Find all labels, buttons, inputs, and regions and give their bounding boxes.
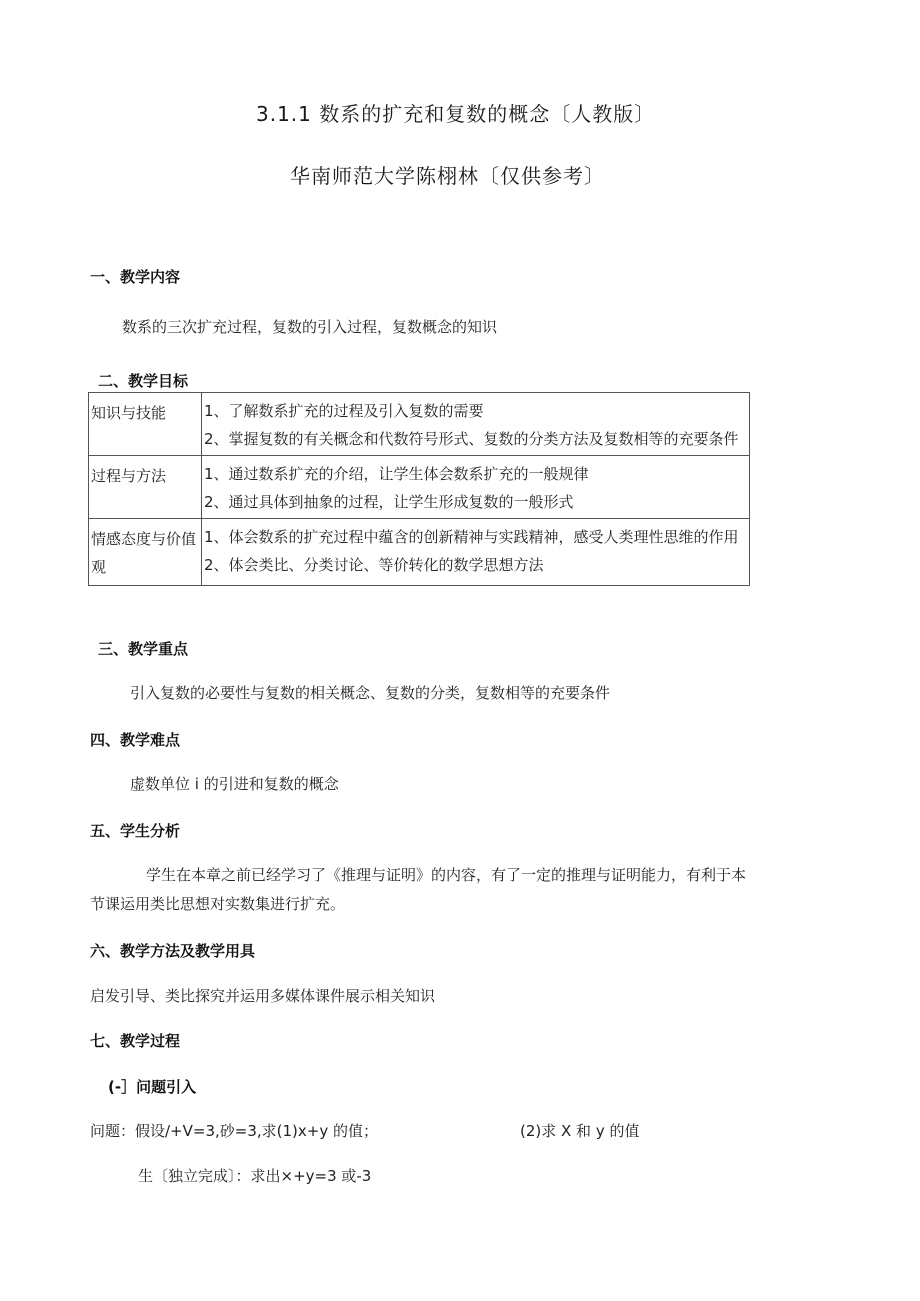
objective-category: 情感态度与价值观 <box>89 519 202 586</box>
document-author: 华南师范大学陈栩林〔仅供参考〕 <box>290 164 605 188</box>
student-answer: 生〔独立完成〕：求出×+y=3 或-3 <box>138 1167 372 1185</box>
objective-items <box>202 456 750 519</box>
section-heading-difficulties: 四、教学难点 <box>90 731 181 749</box>
section-body-difficulties: 虚数单位 i 的引进和复数的概念 <box>130 775 339 793</box>
section-heading-methods: 六、教学方法及教学用具 <box>90 942 256 960</box>
objective-item: 1、通过数系扩充的介绍，让学生体会数系扩充的一般规律 <box>204 465 589 483</box>
objective-item: 2、体会类比、分类讨论、等价转化的数学思想方法 <box>204 556 544 574</box>
section-heading-content: 一、教学内容 <box>90 268 181 286</box>
section-heading-process: 七、教学过程 <box>90 1032 181 1050</box>
objective-item: 1、了解数系扩充的过程及引入复数的需要 <box>204 402 484 420</box>
section-heading-objectives: 二、教学目标 <box>98 372 189 390</box>
table-row <box>89 456 750 519</box>
objectives-table <box>88 392 750 586</box>
question-part-1: 问题：假设/+V=3,砂=3,求(1)x+y 的值； <box>90 1122 378 1140</box>
objective-item: 2、掌握复数的有关概念和代数符号形式、复数的分类方法及复数相等的充要条件 <box>204 430 739 448</box>
section-body-content: 数系的三次扩充过程，复数的引入过程，复数概念的知识 <box>122 318 498 336</box>
objective-items <box>202 519 750 586</box>
table-row <box>89 393 750 456</box>
objective-item: 1、体会数系的扩充过程中蕴含的创新精神与实践精神，感受人类理性思维的作用 <box>204 528 739 546</box>
section-body-student-analysis-line1: 学生在本章之前已经学习了《推理与证明》的内容，有了一定的推理与证明能力，有利于本 <box>146 866 747 884</box>
objective-category: 知识与技能 <box>89 393 202 456</box>
section-body-methods: 启发引导、类比探究并运用多媒体课件展示相关知识 <box>90 987 436 1005</box>
objective-items <box>202 393 750 456</box>
section-heading-student-analysis: 五、学生分析 <box>90 822 181 840</box>
table-row <box>89 519 750 586</box>
subsection-heading-intro: (-］问题引入 <box>108 1078 197 1096</box>
objective-item: 2、通过具体到抽象的过程，让学生形成复数的一般形式 <box>204 493 574 511</box>
section-heading-key-points: 三、教学重点 <box>98 640 189 658</box>
objective-category: 过程与方法 <box>89 456 202 519</box>
question-part-2: (2)求 X 和 y 的值 <box>520 1122 640 1140</box>
section-body-student-analysis-line2: 节课运用类比思想对实数集进行扩充。 <box>90 895 346 913</box>
section-body-key-points: 引入复数的必要性与复数的相关概念、复数的分类，复数相等的充要条件 <box>130 684 611 702</box>
document-title: 3.1.1 数系的扩充和复数的概念〔人教版〕 <box>256 102 656 126</box>
